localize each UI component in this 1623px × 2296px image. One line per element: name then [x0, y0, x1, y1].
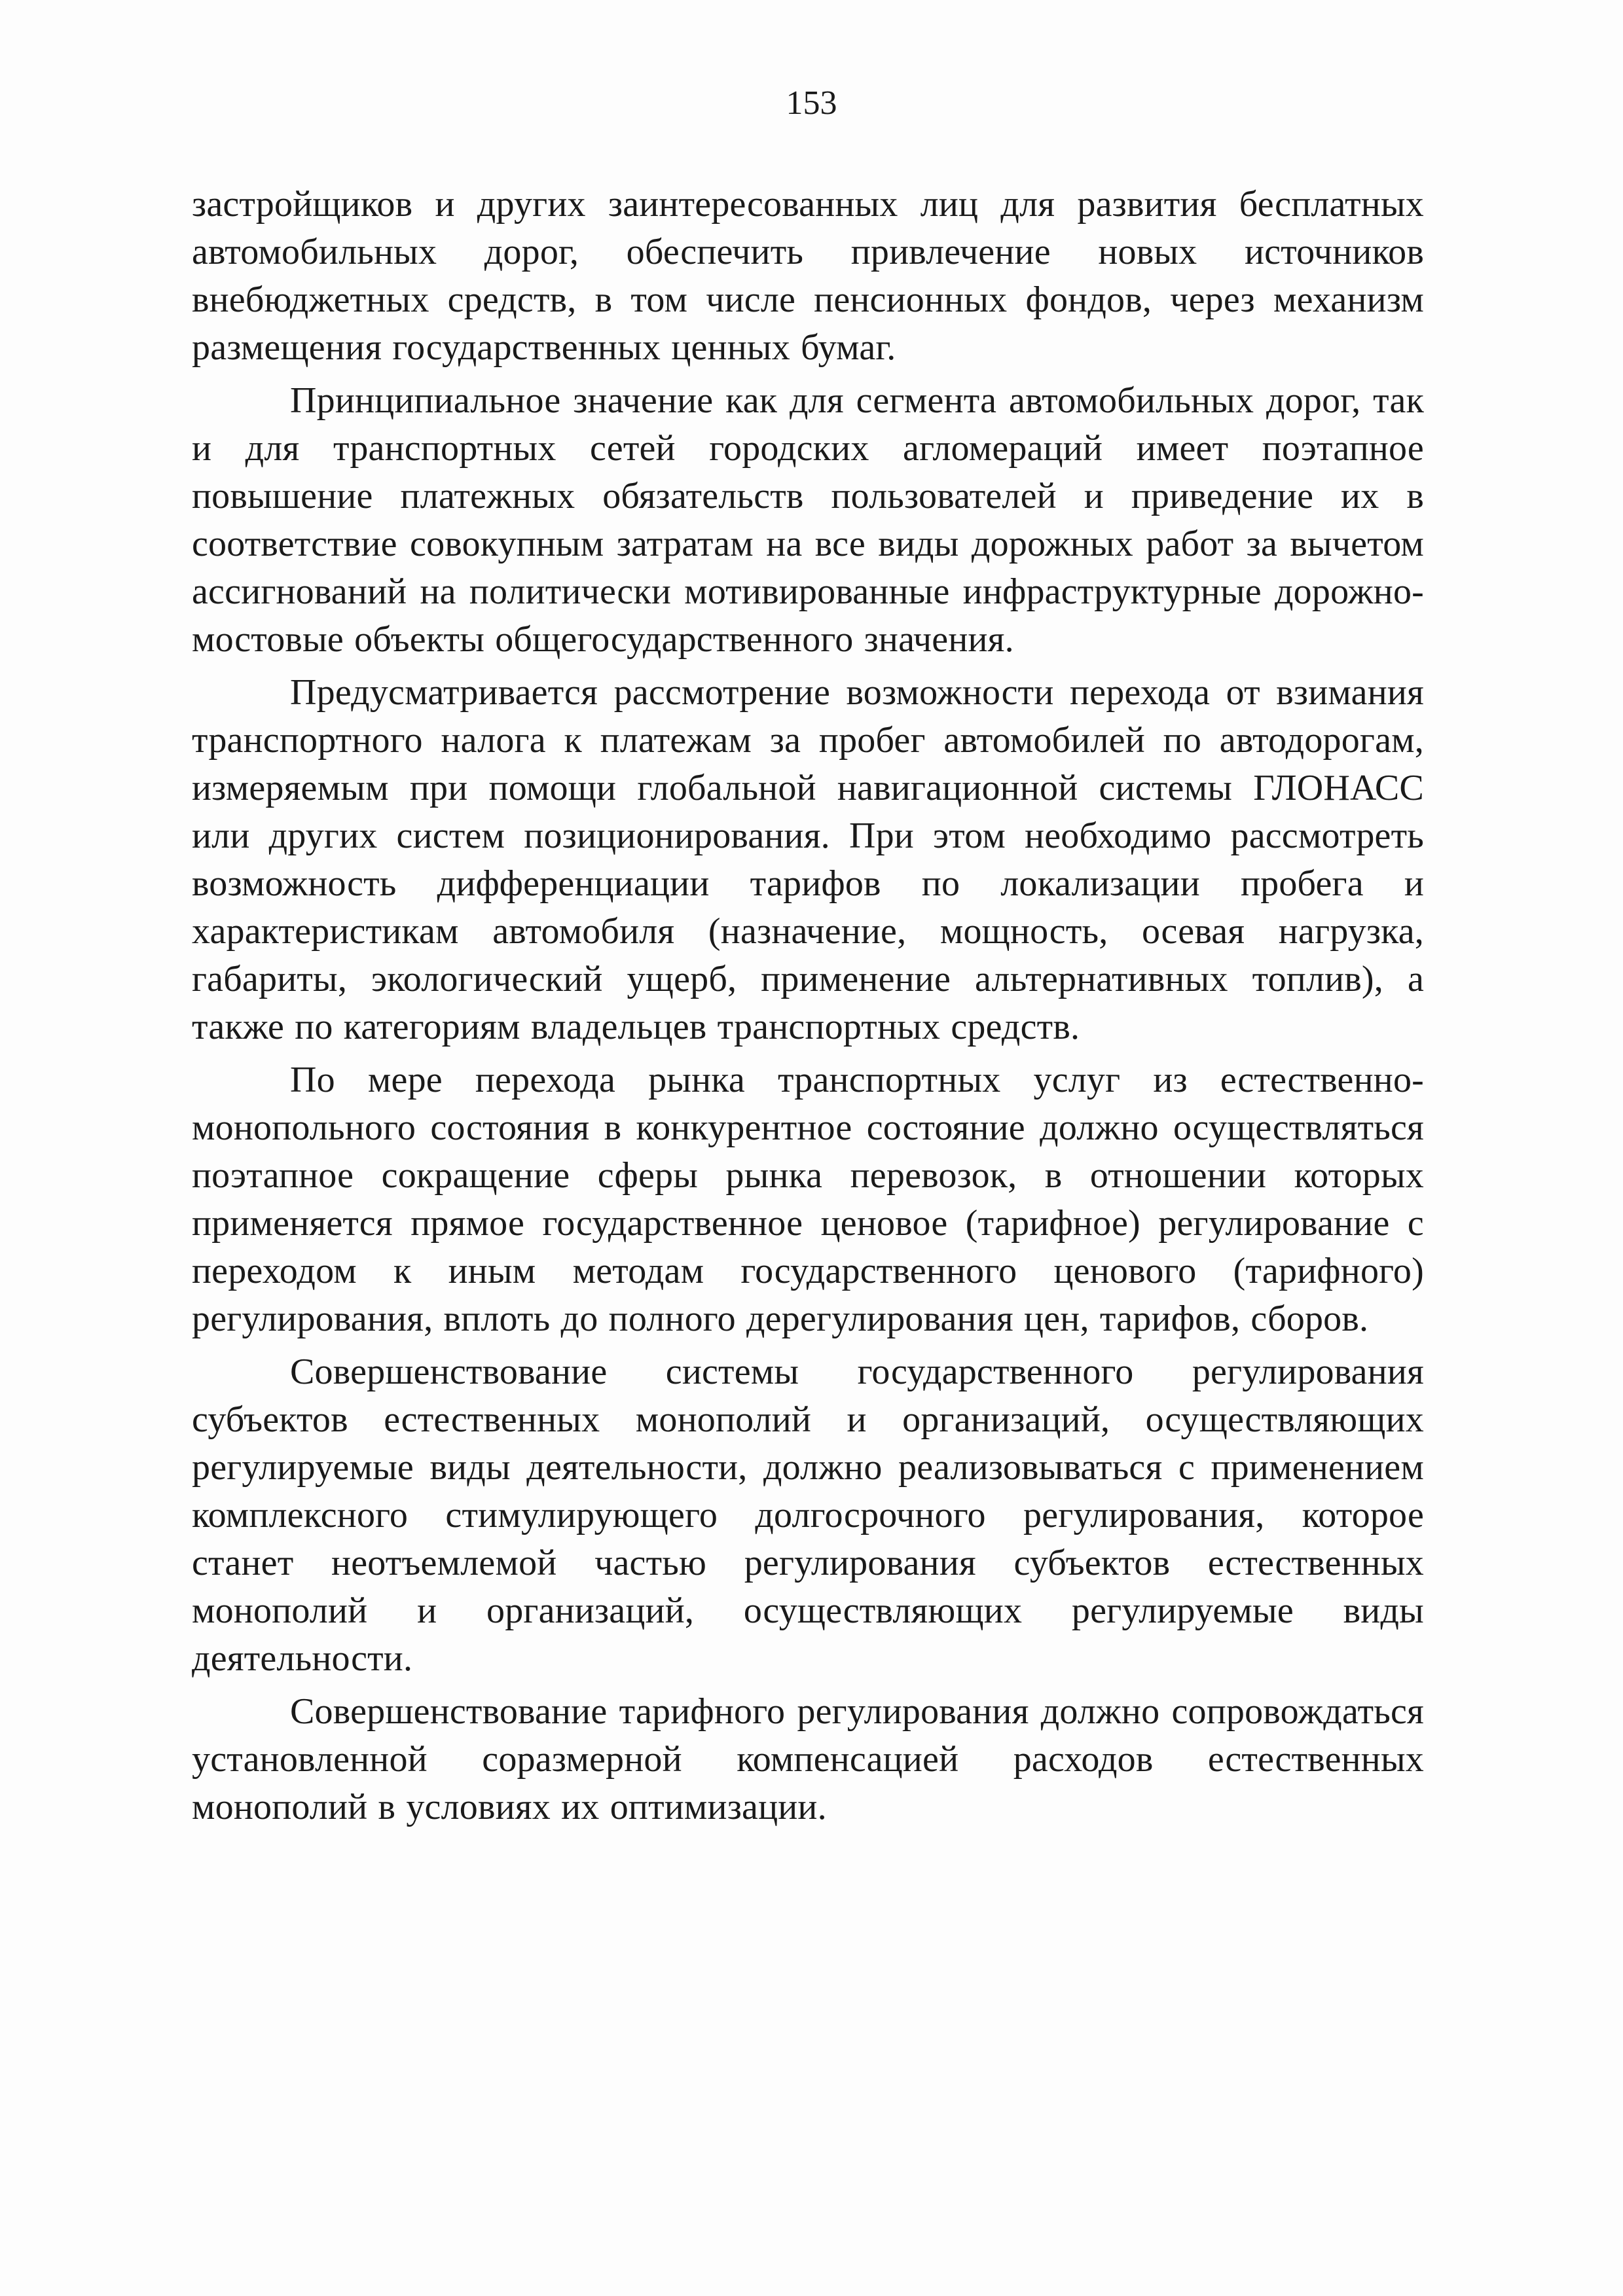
paragraph: Совершенствование тарифного регулирования должно сопровождаться установленной соразмерной компенсацией расходов естественных монополий в условиях их оптимизации. — [192, 1691, 1424, 1827]
paragraph: Принципиальное значение как для сегмента автомобильных дорог, так и для транспортных сетей городских агломераций имеет поэтапное повышение платежных обязательств пользователей и приведение их в соответствие совокупным затратам на все виды дорожных работ за вычетом ассигнований на политически мотивированные инфраструктурные дорожно-мостовые объекты общегосударственного значения. — [192, 380, 1424, 660]
page-number: 153 — [786, 84, 837, 122]
paragraph: Совершенствование системы государственного регулирования субъектов естественных монополий и организаций, осуществляющих регулируемые виды деятельности, должно реализовываться с применением комплексного стимулирующего долгосрочного регулирования, которое станет неотъемлемой частью регулирования субъектов естественных монополий и организаций, осуществляющих регулируемые виды деятельности. — [192, 1352, 1424, 1679]
paragraph: По мере перехода рынка транспортных услуг из естественно-монопольного состояния в конкурентное состояние должно осуществляться поэтапное сокращение сферы рынка перевозок, в отношении которых применяется прямое государственное ценовое (тарифное) регулирование с переходом к иным методам государственного ценового (тарифного) регулирования, вплоть до полного дерегулирования цен, тарифов, сборов. — [192, 1060, 1424, 1339]
paragraph: застройщиков и других заинтересованных лиц для развития бесплатных автомобильных дорог, обеспечить привлечение новых источников внебюджетных средств, в том числе пенсионных фондов, через механизм размещения государственных ценных бумаг. — [192, 184, 1424, 368]
document-body — [192, 181, 1424, 1837]
paragraph: Предусматривается рассмотрение возможности перехода от взимания транспортного налога к платежам за пробег автомобилей по автодорогам, измеряемым при помощи глобальной навигационной системы ГЛОНАСС или других систем позиционирования. При этом необходимо рассмотреть возможность дифференциации тарифов по локализации пробега и характеристикам автомобиля (назначение, мощность, осевая нагрузка, габариты, экологический ущерб, применение альтернативных топлив), а также по категориям владельцев транспортных средств. — [192, 672, 1424, 1047]
